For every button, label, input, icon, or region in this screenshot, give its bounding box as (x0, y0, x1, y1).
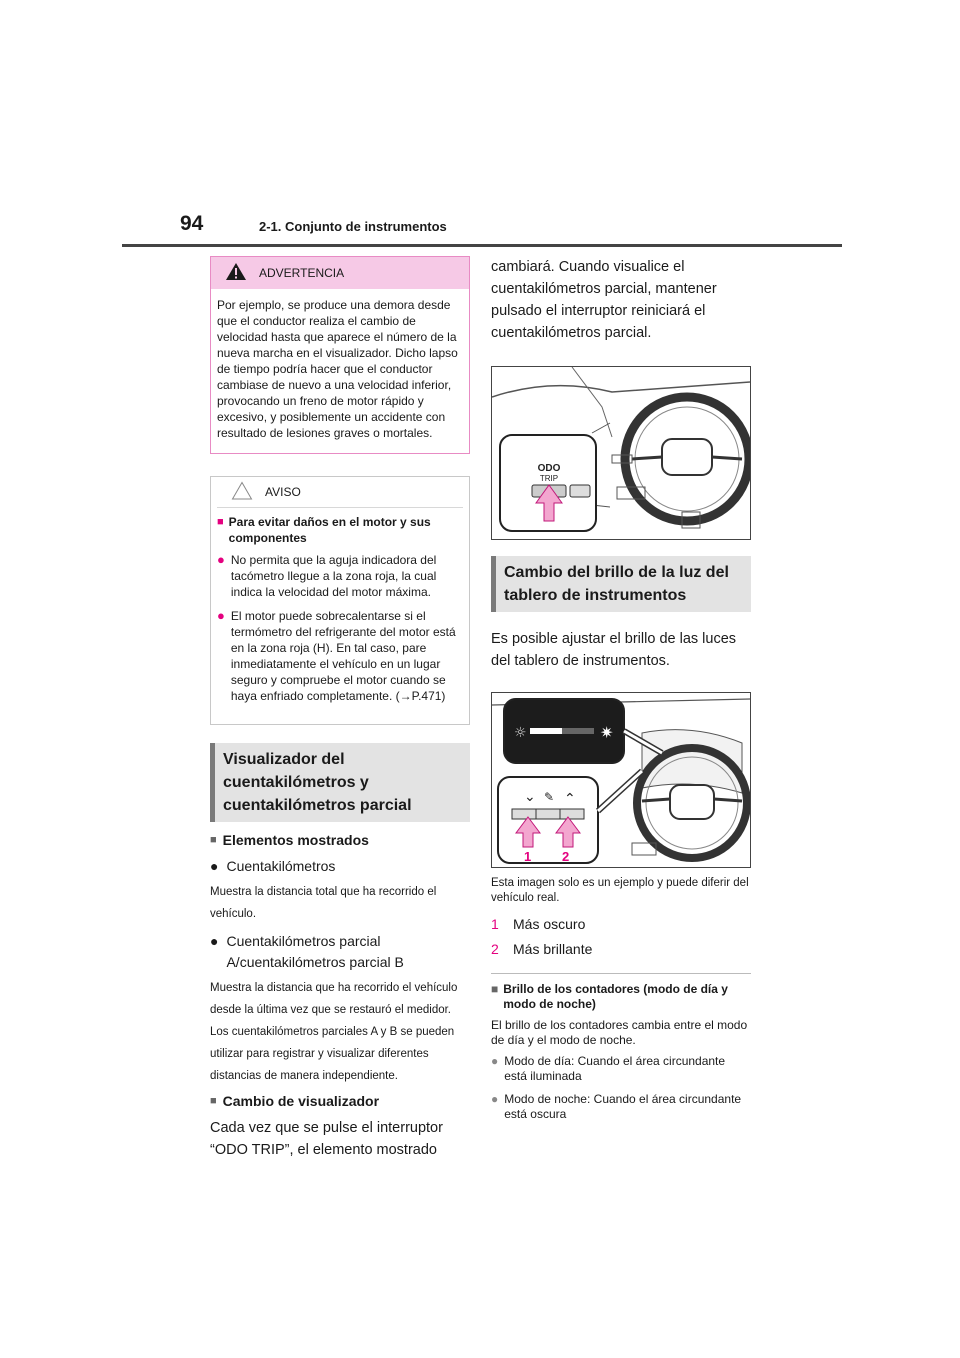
callout-item: 1 Más oscuro (491, 916, 586, 932)
brightness-figure (491, 692, 751, 868)
change-text-continued: cambiará. Cuando visualice el cuentakilómetros parcial, mantener pulsado el interruptor reiniciará el cuentakilómetros parcial. (491, 259, 717, 341)
notice-triangle-icon (231, 481, 253, 503)
figure-caption: Esta imagen solo es un ejemplo y puede diferir del vehículo real. (491, 877, 749, 904)
chevron-up-icon: ⌃ (564, 791, 576, 807)
item-label: ● Cuentakilómetros parcial A/cuentakilómetros parcial B (210, 931, 470, 973)
odo-label: ODO (537, 463, 561, 474)
notice-header (217, 477, 463, 508)
odo-section-heading: Visualizador del cuentakilómetros y cuentakilómetros parcial (210, 743, 470, 822)
illumination-icon: ✎ (544, 790, 555, 804)
warning-box (210, 256, 470, 454)
callout-item: 2 Más brillante (491, 941, 593, 957)
dashboard-illustration (492, 367, 750, 539)
trip-label: TRIP (539, 474, 559, 483)
meters-brightness-subheading: ■ Brillo de los contadores (modo de día y modo de noche) (491, 982, 728, 1011)
section-divider (491, 973, 751, 974)
dot-bullet-icon: ● (217, 608, 225, 623)
dot-bullet-icon: ● (491, 1092, 499, 1106)
warning-title: ADVERTENCIA (259, 266, 345, 280)
brightness-intro: Es posible ajustar el brillo de las luces del tablero de instrumentos. (491, 631, 737, 669)
dim-sun-icon: ☼ (514, 725, 527, 741)
notice-bullet: ● El motor puede sobrecalentarse si el termómetro del refrigerante del motor está en la zona roja (H). En tal caso, pare inmediatamente el vehículo en un lugar seguro y compruebe el motor cuando se haya enfriado completamente. (→P.471) (217, 608, 456, 703)
square-bullet-icon: ■ (210, 834, 217, 846)
dot-bullet-icon: ● (217, 552, 225, 567)
change-text: Cada vez que se pulse el interruptor “ODO TRIP”, el elemento mostrado (210, 1120, 443, 1158)
page-number: 94 (180, 212, 204, 235)
notice-bullet: ● No permita que la aguja indicadora del tacómetro llegue a la zona roja, la cual indica la velocidad del motor máxima. (217, 552, 437, 599)
notice-box (210, 476, 470, 725)
mode-item: ● Modo de día: Cuando el área circundante está iluminada (491, 1054, 726, 1083)
meters-brightness-text: El brillo de los contadores cambia entre el modo de día y el modo de noche. (491, 1018, 748, 1047)
item-description: Muestra la distancia total que ha recorrido el vehículo. (210, 886, 437, 920)
chevron-down-icon: ⌄ (524, 789, 536, 805)
notice-title: AVISO (265, 485, 301, 499)
warning-triangle-icon (225, 262, 247, 284)
notice-subheading: ■ Para evitar daños en el motor y sus componentes (217, 515, 431, 545)
left-column (210, 256, 470, 1161)
section-title: 2-1. Conjunto de instrumentos (259, 219, 447, 234)
odo-trip-figure (491, 366, 751, 540)
header-rule (122, 244, 842, 247)
item-label: ● Cuentakilómetros (210, 856, 470, 877)
right-column (491, 256, 751, 1130)
change-subheading: ■ Cambio de visualizador (210, 1093, 380, 1109)
items-subheading: ■ Elementos mostrados (210, 832, 369, 848)
warning-header (211, 257, 469, 289)
brightness-slider-fill (530, 728, 562, 734)
square-bullet-icon: ■ (210, 1095, 217, 1107)
brightness-section-heading: Cambio del brillo de la luz del tablero de instrumentos (491, 556, 751, 612)
callout-1: 1 (524, 849, 532, 864)
brightness-illustration (492, 693, 750, 867)
mode-item: ● Modo de noche: Cuando el área circundante está oscura (491, 1092, 742, 1121)
square-bullet-icon: ■ (491, 982, 499, 996)
warning-text: Por ejemplo, se produce una demora desde que el conductor realiza el cambio de velocidad hasta que aparece el número de la nueva marcha en el visualizador. Dicho lapso de tiempo podría hacer que el conductor cambiase de nuevo a una velocidad inferior, provocando un freno de motor rápido y excesivo, y posiblemente un accidente con resultado de lesiones graves o mortales. (217, 298, 458, 440)
dot-bullet-icon: ● (491, 1054, 499, 1068)
callout-2: 2 (562, 849, 570, 864)
bright-sun-icon: ✷ (600, 723, 614, 742)
square-bullet-icon: ■ (217, 516, 224, 528)
item-description: Muestra la distancia que ha recorrido el vehículo desde la última vez que se restauró el medidor. Los cuentakilómetros parciales A y B se pueden utilizar para registrar y visualizar diferentes distancias de manera independiente. (210, 982, 458, 1082)
dot-bullet-icon: ● (210, 858, 219, 874)
dot-bullet-icon: ● (210, 933, 219, 949)
